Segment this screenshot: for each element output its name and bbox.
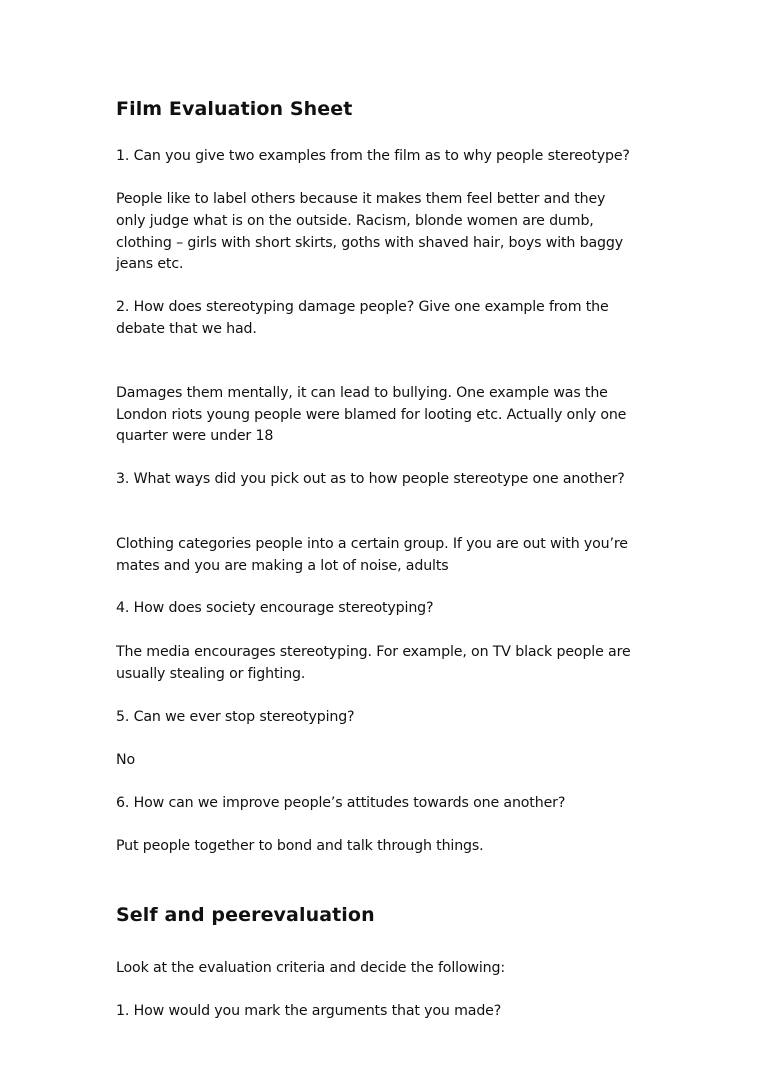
answer-1-line-1: People like to label others because it makes them feel better and they [116, 191, 606, 207]
section-question-1: 1. How would you mark the arguments that you made? [116, 1003, 502, 1019]
answer-1-line-4: jeans etc. [116, 256, 184, 272]
section-title: Self and peerevaluation [116, 904, 375, 926]
question-1: 1. Can you give two examples from the film as to why people stereotype? [116, 148, 630, 164]
answer-6: Put people together to bond and talk through things. [116, 838, 484, 854]
question-2-line-1: 2. How does stereotyping damage people? Give one example from the [116, 299, 609, 315]
question-5: 5. Can we ever stop stereotyping? [116, 709, 355, 725]
answer-2-line-3: quarter were under 18 [116, 428, 274, 444]
question-3: 3. What ways did you pick out as to how people stereotype one another? [116, 471, 625, 487]
answer-3-line-1: Clothing categories people into a certain group. If you are out with you’re [116, 536, 628, 552]
answer-3-line-2: mates and you are making a lot of noise, adults [116, 558, 449, 574]
answer-2-line-2: London riots young people were blamed for looting etc. Actually only one [116, 407, 627, 423]
answer-5: No [116, 752, 135, 768]
answer-1-line-2: only judge what is on the outside. Racism, blonde women are dumb, [116, 213, 594, 229]
page-title: Film Evaluation Sheet [116, 98, 353, 120]
answer-2-line-1: Damages them mentally, it can lead to bullying. One example was the [116, 385, 608, 401]
question-2-line-2: debate that we had. [116, 321, 257, 337]
question-4: 4. How does society encourage stereotyping? [116, 600, 434, 616]
answer-4-line-1: The media encourages stereotyping. For example, on TV black people are [116, 644, 631, 660]
question-6: 6. How can we improve people’s attitudes towards one another? [116, 795, 566, 811]
section-instruction: Look at the evaluation criteria and decide the following: [116, 960, 506, 976]
answer-4-line-2: usually stealing or fighting. [116, 666, 306, 682]
answer-1-line-3: clothing – girls with short skirts, goths with shaved hair, boys with baggy [116, 235, 623, 251]
